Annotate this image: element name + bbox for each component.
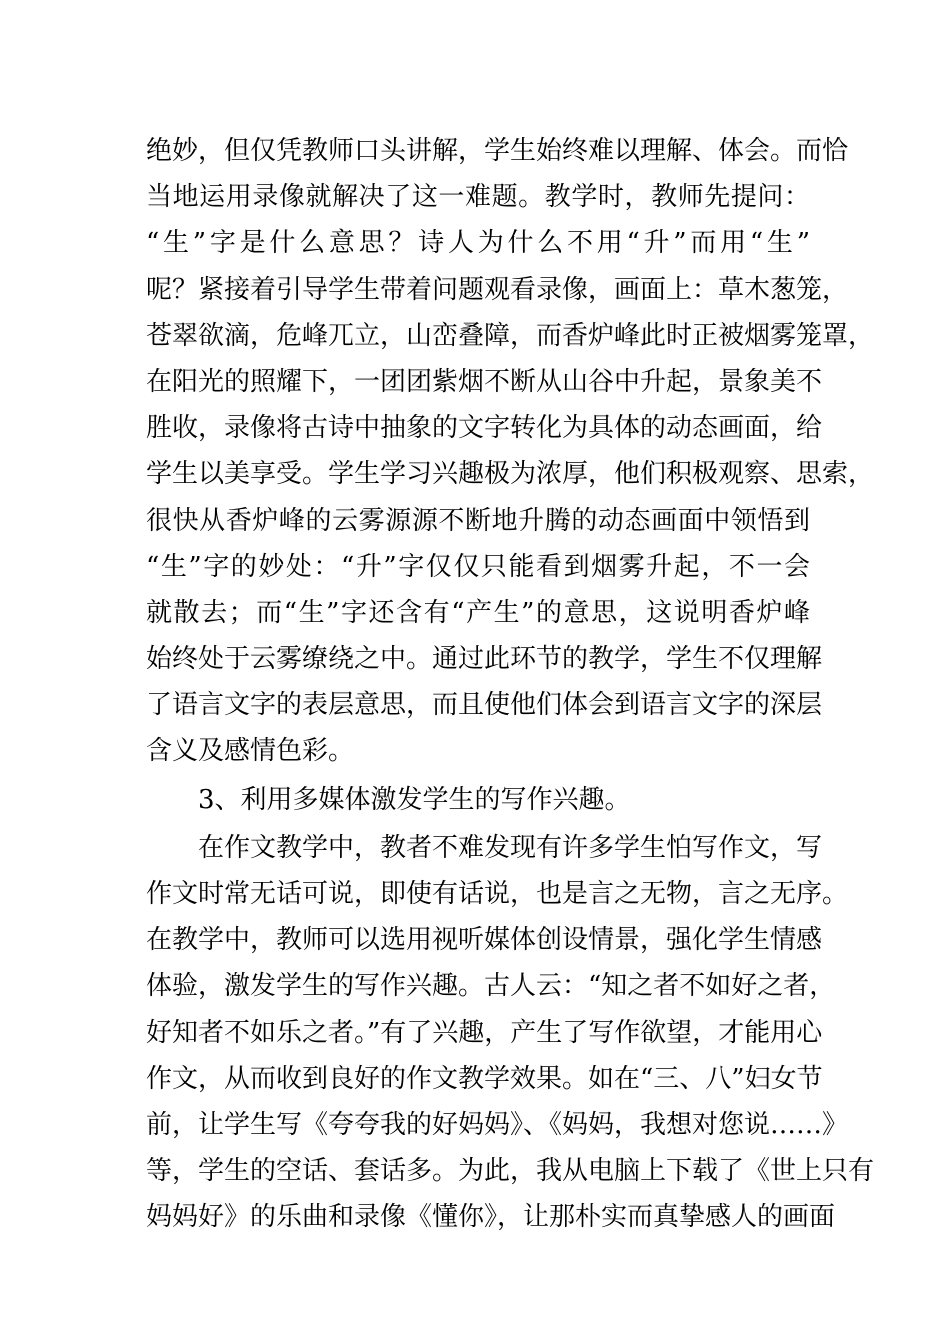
text-line: 始终处于云雾缭绕之中。通过此环节的教学，学生不仅理解 bbox=[146, 644, 823, 675]
text-line: 了语言文字的表层意思，而且使他们体会到语言文字的深层 bbox=[146, 690, 823, 721]
text-line: 绝妙，但仅凭教师口头讲解，学生始终难以理解、体会。而恰 bbox=[146, 136, 849, 166]
text-line: 妈妈好》的乐曲和录像《懂你》，让那朴实而真挚感人的画面 bbox=[146, 1202, 836, 1233]
text-line: 作文，从而收到良好的作文教学效果。如在“三、八”妇女节 bbox=[146, 1063, 823, 1094]
text-line: 等，学生的空话、套话多。为此，我从电脑上下载了《世上只有 bbox=[146, 1156, 875, 1187]
text-line: 很快从香炉峰的云雾源源不断地升腾的动态画面中领悟到 bbox=[146, 505, 810, 536]
text-line: 就散去；而“生”字还含有“产生”的意思，这说明香炉峰 bbox=[146, 597, 810, 628]
section-heading bbox=[146, 777, 810, 823]
heading-text: 3、利用多媒体激发学生的写作兴趣。 bbox=[198, 784, 631, 815]
text-line: 作文时常无话可说，即使有话说，也是言之无物，言之无序。 bbox=[146, 879, 849, 909]
text-line: 当地运用录像就解决了这一难题。教学时，教师先提问： bbox=[146, 182, 810, 213]
text-line: 在阳光的照耀下，一团团紫烟不断从山谷中升起，景象美不 bbox=[146, 366, 823, 397]
text-line: 学生以美享受。学生学习兴趣极为浓厚，他们积极观察、思索， bbox=[146, 459, 875, 490]
text-line: 体验，激发学生的写作兴趣。古人云：“知之者不如好之者， bbox=[146, 971, 836, 1002]
text-line: 在作文教学中，教者不难发现有许多学生怕写作文，写 bbox=[198, 832, 823, 863]
document-body bbox=[146, 128, 875, 1241]
text-line: 好知者不如乐之者。”有了兴趣，产生了写作欲望，才能用心 bbox=[146, 1017, 823, 1048]
text-line: 含义及感情色彩。 bbox=[146, 736, 355, 767]
text-line: 前，让学生写《夸夸我的好妈妈》、《妈妈，我想对您说……》 bbox=[146, 1109, 849, 1140]
text-line: “生”字的妙处：“升”字仅仅只能看到烟雾升起，不一会 bbox=[146, 551, 810, 582]
text-line: 在教学中，教师可以选用视听媒体创设情景，强化学生情感 bbox=[146, 925, 823, 956]
text-line: “生”字是什么意思？诗人为什么不用“升”而用“生” bbox=[146, 228, 810, 259]
text-line: 苍翠欲滴，危峰兀立，山峦叠障，而香炉峰此时正被烟雾笼罩， bbox=[146, 320, 875, 351]
paragraph-3 bbox=[146, 825, 875, 1241]
text-line: 呢？紧接着引导学生带着问题观看录像，画面上：草木葱笼， bbox=[146, 274, 849, 305]
text-line: 胜收，录像将古诗中抽象的文字转化为具体的动态画面，给 bbox=[146, 413, 823, 444]
paragraph-1 bbox=[146, 128, 875, 775]
